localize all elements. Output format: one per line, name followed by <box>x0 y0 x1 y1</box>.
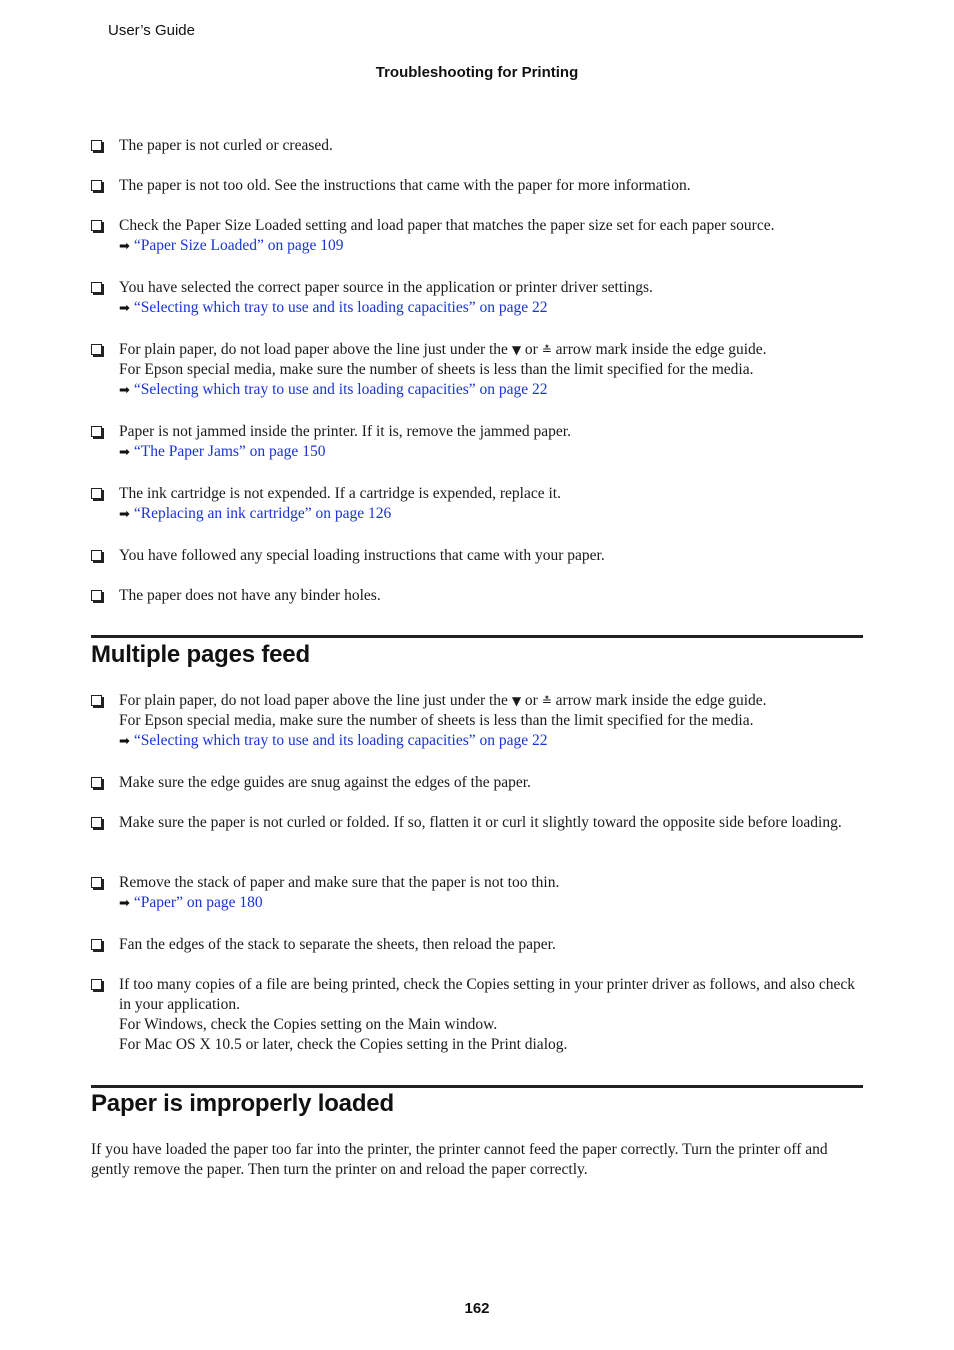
body-paragraph: If you have loaded the paper too far into the printer, the printer cannot feed the paper correctly. Turn the printer off and gently remove the paper. Then turn the printer on and reload the paper correctly. <box>91 1141 828 1178</box>
list-item <box>91 136 866 156</box>
list-item <box>91 813 866 833</box>
list-item <box>91 484 866 525</box>
checkbox-bullet-icon <box>91 550 102 561</box>
item-text: You have followed any special loading instructions that came with your paper. <box>119 547 605 564</box>
right-arrow-icon: ➡ <box>119 896 130 911</box>
arrow-down-mark-icon: ▼ <box>511 343 522 357</box>
section-heading: Multiple pages feed <box>91 641 310 668</box>
item-text: Fan the edges of the stack to separate the sheets, then reload the paper. <box>119 936 556 953</box>
cross-reference-link[interactable]: ➡ “Selecting which tray to use and its loading capacities” on page 22 <box>119 381 548 398</box>
list-item <box>91 216 866 257</box>
cross-reference-link[interactable]: ➡ “Selecting which tray to use and its loading capacities” on page 22 <box>119 732 548 749</box>
checkbox-bullet-icon <box>91 426 102 437</box>
right-arrow-icon: ➡ <box>119 507 130 522</box>
section-divider <box>91 635 863 638</box>
checkbox-bullet-icon <box>91 695 102 706</box>
item-text: For Mac OS X 10.5 or later, check the Copies setting in the Print dialog. <box>119 1036 568 1053</box>
checkbox-bullet-icon <box>91 344 102 355</box>
checkbox-bullet-icon <box>91 979 102 990</box>
checkbox-bullet-icon <box>91 180 102 191</box>
right-arrow-icon: ➡ <box>119 239 130 254</box>
item-text: For plain paper, do not load paper above the line just under the ▼ or ≛ arrow mark inside the edge guide. <box>119 692 767 709</box>
checkbox-bullet-icon <box>91 140 102 151</box>
item-text: The paper is not too old. See the instructions that came with the paper for more information. <box>119 177 691 194</box>
arrow-down-mark-icon: ▼ <box>511 694 522 708</box>
item-text: For Epson special media, make sure the number of sheets is less than the limit specified for the media. <box>119 361 754 378</box>
guide-title: User’s Guide <box>108 22 195 39</box>
item-text: Make sure the edge guides are snug against the edges of the paper. <box>119 774 531 791</box>
item-text: Remove the stack of paper and make sure that the paper is not too thin. <box>119 874 560 891</box>
item-text: Make sure the paper is not curled or folded. If so, flatten it or curl it slightly toward the opposite side before loading. <box>119 814 842 831</box>
list-item <box>91 422 866 463</box>
item-text: If too many copies of a file are being printed, check the Copies setting in your printer driver as follows, and also check in your application. <box>119 976 856 1013</box>
cross-reference-link[interactable]: ➡ “Replacing an ink cartridge” on page 126 <box>119 505 392 522</box>
item-text: The paper does not have any binder holes. <box>119 587 381 604</box>
checkbox-bullet-icon <box>91 488 102 499</box>
cross-reference-link[interactable]: ➡ “Paper Size Loaded” on page 109 <box>119 237 344 254</box>
cross-reference-link[interactable]: ➡ “Selecting which tray to use and its loading capacities” on page 22 <box>119 299 548 316</box>
list-item <box>91 935 866 955</box>
list-item <box>91 546 866 566</box>
checkbox-bullet-icon <box>91 777 102 788</box>
item-text: Check the Paper Size Loaded setting and load paper that matches the paper size set for each paper source. <box>119 217 775 234</box>
page-number: 162 <box>464 1300 490 1317</box>
item-text: For plain paper, do not load paper above the line just under the ▼ or ≛ arrow mark inside the edge guide. <box>119 341 767 358</box>
list-item <box>91 586 866 606</box>
cross-reference-link[interactable]: ➡ “The Paper Jams” on page 150 <box>119 443 326 460</box>
section-heading: Paper is improperly loaded <box>91 1090 394 1117</box>
item-text: You have selected the correct paper source in the application or printer driver settings. <box>119 279 653 296</box>
section-header: Troubleshooting for Printing <box>375 64 579 81</box>
item-text: Paper is not jammed inside the printer. If it is, remove the jammed paper. <box>119 423 571 440</box>
arrow-stack-mark-icon: ≛ <box>541 694 552 708</box>
list-item <box>91 975 866 1055</box>
checkbox-bullet-icon <box>91 590 102 601</box>
checkbox-bullet-icon <box>91 939 102 950</box>
list-item <box>91 773 866 793</box>
right-arrow-icon: ➡ <box>119 734 130 749</box>
list-item <box>91 340 866 401</box>
list-item <box>91 278 866 319</box>
list-item <box>91 691 866 752</box>
checkbox-bullet-icon <box>91 220 102 231</box>
right-arrow-icon: ➡ <box>119 383 130 398</box>
item-text: For Epson special media, make sure the number of sheets is less than the limit specified for the media. <box>119 712 754 729</box>
checkbox-bullet-icon <box>91 817 102 828</box>
item-text: The paper is not curled or creased. <box>119 137 333 154</box>
arrow-stack-mark-icon: ≛ <box>541 343 552 357</box>
item-text: The ink cartridge is not expended. If a cartridge is expended, replace it. <box>119 485 561 502</box>
cross-reference-link[interactable]: ➡ “Paper” on page 180 <box>119 894 263 911</box>
checkbox-bullet-icon <box>91 877 102 888</box>
list-item <box>91 176 866 196</box>
item-text: For Windows, check the Copies setting on the Main window. <box>119 1016 498 1033</box>
right-arrow-icon: ➡ <box>119 445 130 460</box>
checkbox-bullet-icon <box>91 282 102 293</box>
section-divider <box>91 1085 863 1088</box>
list-item <box>91 873 866 914</box>
right-arrow-icon: ➡ <box>119 301 130 316</box>
